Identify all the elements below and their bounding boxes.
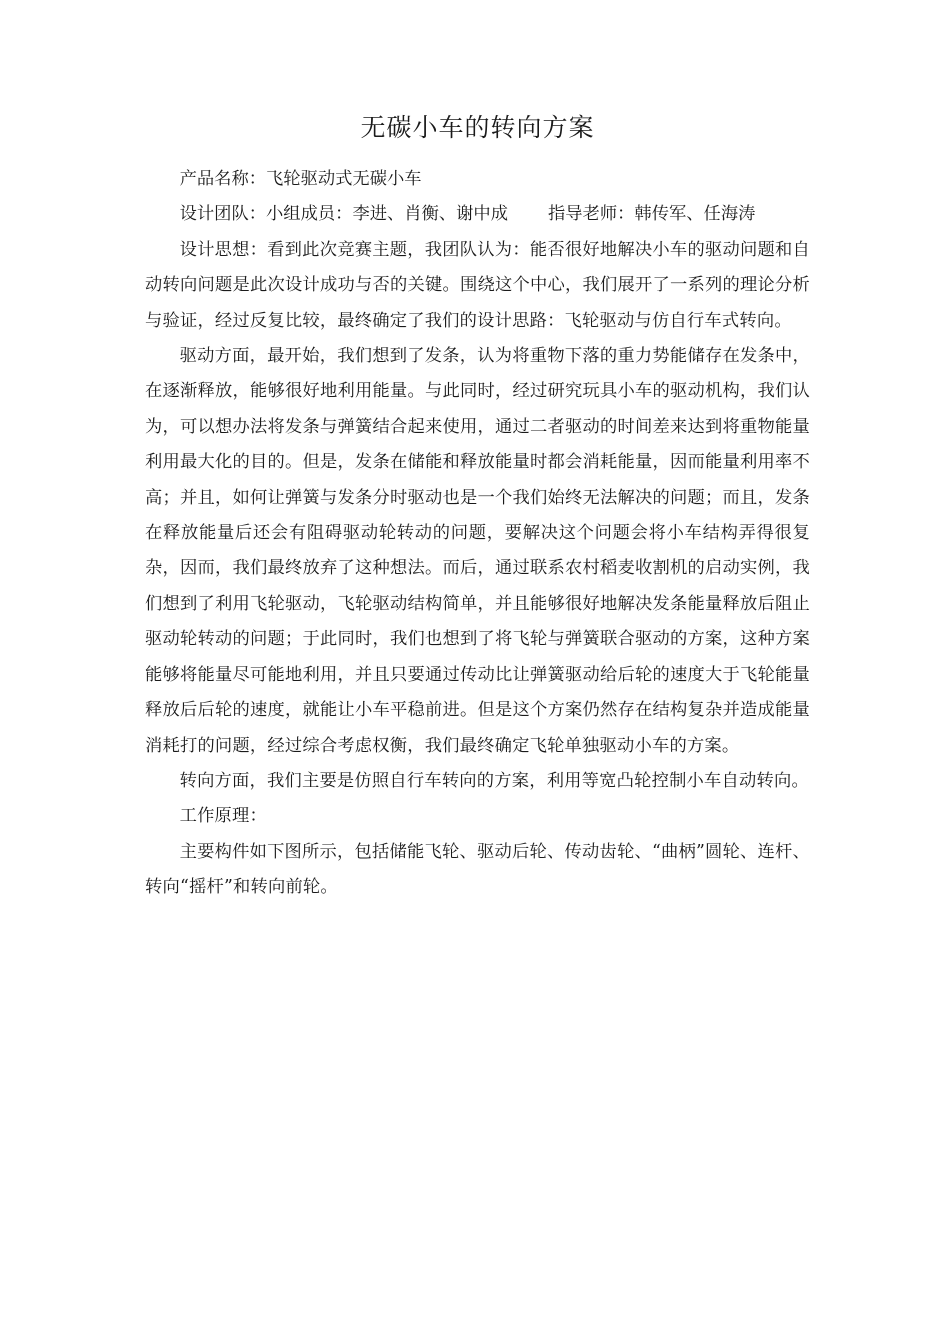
team-members-label: 小组成员： — [266, 204, 353, 225]
document-page — [145, 108, 810, 906]
paragraph-steering: 转向方面，我们主要是仿照自行车转向的方案，利用等宽凸轮控制小车自动转向。 — [179, 770, 809, 791]
document-title: 无碳小车的转向方案 — [360, 113, 595, 142]
advisors-label: 指导老师： — [547, 204, 635, 225]
paragraph-working-principle-heading: 工作原理： — [179, 806, 268, 827]
product-name-value: 飞轮驱动式无碳小车 — [266, 169, 422, 189]
team-members: 李进、肖衡、谢中成 — [352, 204, 508, 225]
advisors: 韩传军、任海涛 — [634, 204, 756, 225]
paragraph-design-idea: 设计思想：看到此次竞赛主题，我团队认为：能否很好地解决小车的驱动问题和自动转向问题是此次设计成功与否的关键。围绕这个中心，我们展开了一系列的理论分析与验证，经过反复比较，最终确定了我们的设计思路：飞轮驱动与仿自行车式转向。 — [145, 239, 810, 331]
design-team-label: 设计团队： — [179, 204, 267, 225]
product-name-label: 产品名称： — [179, 169, 267, 189]
design-team-line — [145, 197, 810, 232]
paragraph-drive: 驱动方面，最开始，我们想到了发条，认为将重物下落的重力势能储存在发条中，在逐渐释放，能够很好地利用能量。与此同时，经过研究玩具小车的驱动机构，我们认为，可以想办法将发条与弹簧结合起来使用，通过二者驱动的时间差来达到将重物能量利用最大化的目的。但是，发条在储能和释放能量时都会消耗能量，因而能量利用率不高；并且，如何让弹簧与发条分时驱动也是一个我们始终无法解决的问题；而且，发条在释放能量后还会有阻碍驱动轮转动的问题，要解决这个问题会将小车结构弄得很复杂，因而，我们最终放弃了这种想法。而后，通过联系农村稻麦收割机的启动实例，我们想到了利用飞轮驱动，飞轮驱动结构简单，并且能够很好地解决发条能量释放后阻止驱动轮转动的问题；于此同时，我们也想到了将飞轮与弹簧联合驱动的方案，这种方案能够将能量尽可能地利用，并且只要通过传动比让弹簧驱动给后轮的速度大于飞轮能量释放后后轮的速度，就能让小车平稳前进。但是这个方案仍然存在结构复杂并造成能量消耗打的问题，经过综合考虑权衡，我们最终确定飞轮单独驱动小车的方案。 — [145, 346, 810, 756]
product-name-line — [145, 162, 810, 197]
paragraph-components: 主要构件如下图所示，包括储能飞轮、驱动后轮、传动齿轮、“曲柄”圆轮、连杆、转向“摇杆”和转向前轮。 — [145, 841, 810, 898]
